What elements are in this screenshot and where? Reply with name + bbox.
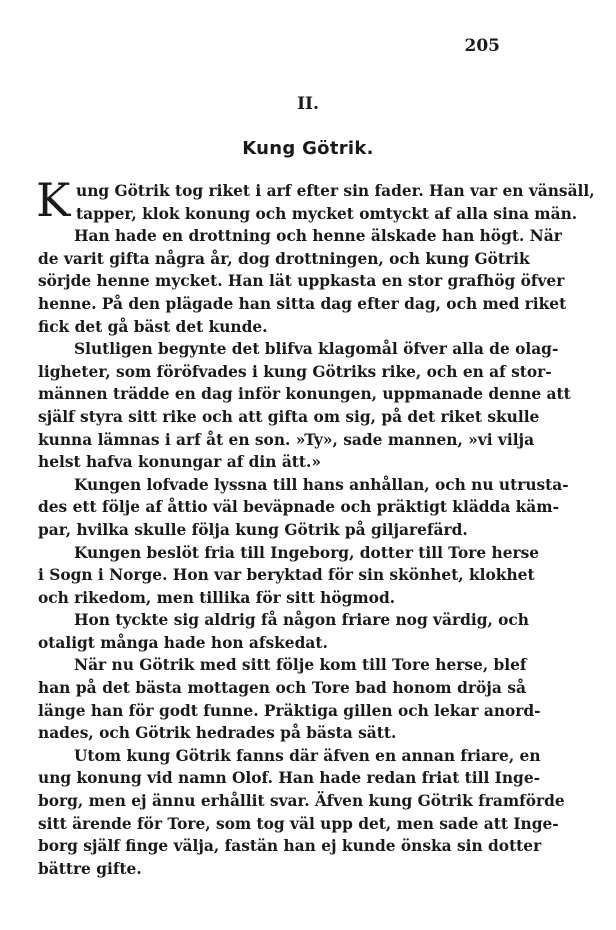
text-line: sörjde henne mycket. Han lät uppkasta en stor grafhög öfver — [38, 272, 565, 291]
body-text — [36, 173, 595, 880]
text-line: Utom kung Götrik fanns där äfven en annan friare, en — [74, 746, 541, 765]
text-line: tapper, klok konung och mycket omtyckt af alla sina män. — [76, 204, 578, 223]
drop-cap: K — [36, 173, 71, 227]
text-line: När nu Götrik med sitt följe kom till Tore herse, blef — [74, 656, 527, 675]
text-line: sitt ärende för Tore, som tog väl upp det, men sade att Inge- — [38, 814, 559, 833]
text-line: Hon tyckte sig aldrig få någon friare nog värdig, och — [74, 611, 529, 630]
text-line: de varit gifta några år, dog drottningen, och kung Götrik — [38, 249, 530, 268]
text-line: kunna lämnas i arf åt en son. »Ty», sade mannen, »vi vilja — [38, 430, 535, 449]
text-line: männen trädde en dag inför konungen, uppmanade denne att — [38, 385, 571, 404]
text-line: och rikedom, men tillika för sitt högmod. — [38, 588, 396, 607]
text-line: nades, och Götrik hedrades på bästa sätt. — [38, 724, 397, 743]
text-line: själf styra sitt rike och att gifta om sig, på det riket skulle — [38, 407, 540, 426]
chapter-title: Kung Götrik. — [242, 138, 374, 159]
chapter-number: II. — [297, 94, 319, 114]
text-line: länge han för godt funne. Präktiga gillen och lekar anord- — [38, 701, 541, 720]
text-line: han på det bästa mottagen och Tore bad honom dröja så — [38, 679, 526, 698]
page-number: 205 — [464, 36, 500, 56]
text-line: borg själf finge välja, fastän han ej kunde önska sin dotter — [38, 837, 542, 856]
text-line: par, hvilka skulle följa kung Götrik på giljarefärd. — [38, 520, 468, 539]
text-line: bättre gifte. — [38, 859, 142, 878]
text-line: Slutligen begynte det blifva klagomål öfver alla de olag- — [74, 340, 559, 359]
text-line: ung konung vid namn Olof. Han hade redan friat till Inge- — [38, 769, 540, 788]
text-line: ung Götrik tog riket i arf efter sin fader. Han var en vänsäll, — [76, 182, 595, 200]
text-line: Han hade en drottning och henne älskade han högt. När — [74, 227, 562, 246]
text-line: otaligt många hade hon afskedat. — [38, 633, 328, 652]
text-line: helst hafva konungar af din ätt.» — [38, 453, 321, 472]
text-line: des ett följe af åttio väl beväpnade och präktigt klädda käm- — [38, 498, 559, 517]
text-line: henne. På den plägade han sitta dag efter dag, och med riket — [38, 294, 567, 313]
text-line: i Sogn i Norge. Hon var beryktad för sin skönhet, klokhet — [38, 566, 535, 585]
text-line: ligheter, som föröfvades i kung Götriks rike, och en af stor- — [38, 362, 552, 381]
text-line: Kungen lofvade lyssna till hans anhållan, och nu utrusta- — [74, 475, 569, 494]
text-line: borg, men ej ännu erhållit svar. Äfven kung Götrik framförde — [38, 792, 565, 811]
text-line: fick det gå bäst det kunde. — [38, 317, 268, 336]
text-line: Kungen beslöt fria till Ingeborg, dotter till Tore herse — [74, 543, 540, 562]
